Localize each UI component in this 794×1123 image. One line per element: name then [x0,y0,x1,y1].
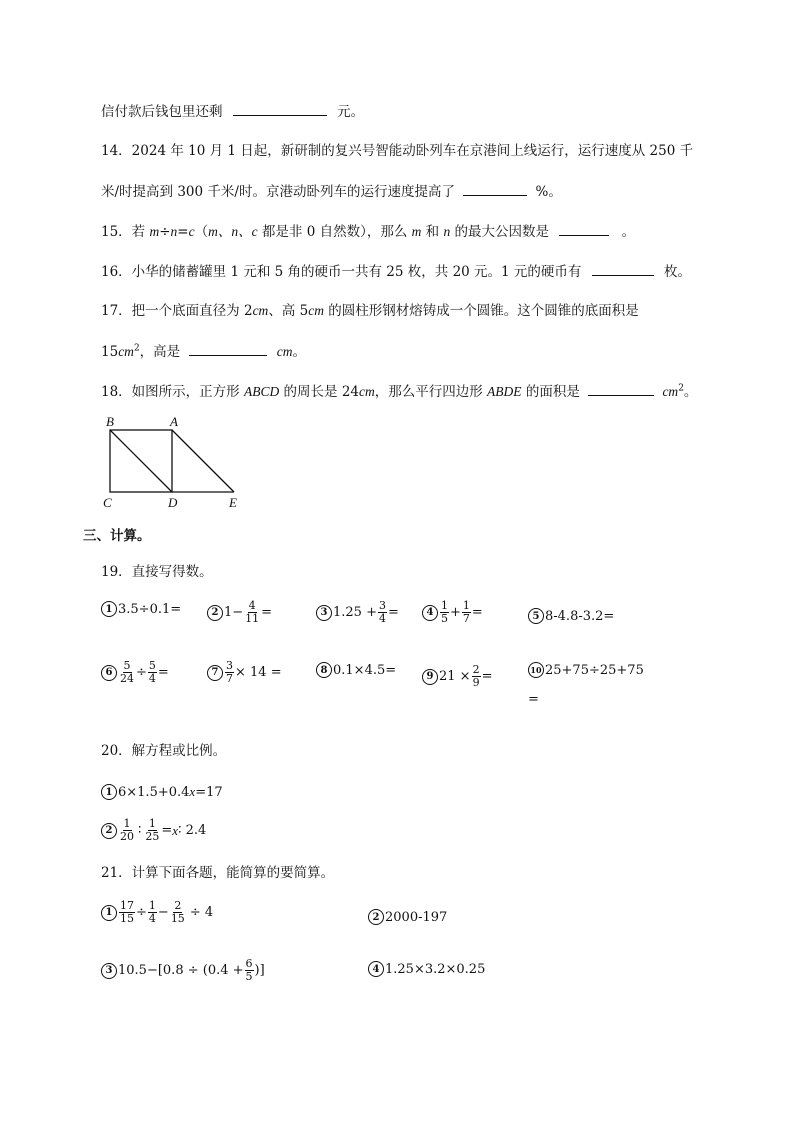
q19-frac-6b [148,660,157,685]
numerator: 6 [245,957,253,970]
q21-frac-b [148,900,157,925]
q21-num-3: 3 [101,963,117,979]
q20-eq2-x: x [172,822,179,838]
q20-eq2-mid: = [161,823,173,838]
q20-eq-2 [101,818,206,843]
q19-expr-2a: 1− [224,605,244,620]
q13-text: 信付款后钱包里还剩 [101,104,223,120]
q21-num-2: 2 [368,909,384,925]
q19-item-8 [316,662,396,678]
q18-abde: ABDE [487,384,522,399]
diagonal-bd [110,430,172,492]
q21-frac-a [119,900,135,925]
numerator: 17 [120,899,134,912]
q19-op-6: ÷ [136,665,147,680]
q19-expr-2b: = [261,605,273,620]
q21-title: 21．计算下面各题，能简算的要简算。 [101,865,335,881]
q19-item-3 [316,600,399,625]
label-a: A [170,414,178,429]
q19-expr-1: 3.5÷0.1= [118,601,182,617]
q19-item-2 [207,600,272,625]
q19-frac-4a [440,600,449,625]
q21-item-2 [368,909,447,925]
q19-num-8: 8 [316,662,332,678]
q20-eq1-x: x [189,784,196,799]
q18-text-b: 的周长是 24 [279,384,359,400]
q13-tail [101,102,364,121]
q15-line [101,222,635,241]
numerator: 2 [174,899,182,912]
q20-eq2-end: ∶ 2.4 [178,823,207,838]
q17-line1 [101,302,639,320]
numerator: 1 [462,599,470,612]
q19-num-7: 7 [207,665,223,681]
q20-title: 20．解方程或比例。 [101,743,227,759]
q17-text-d: ，高是 [139,344,181,360]
q18-sq: 2 [678,383,684,394]
q21-num-4: 4 [368,961,384,977]
label-c: C [103,495,112,510]
denominator: 15 [170,912,185,925]
q17-text-b: 、高 5 [268,303,309,319]
q15-end: 。 [621,224,636,240]
q20-eq1-end: =17 [195,784,223,800]
q15-prefix: 15．若 [101,224,150,240]
q19-frac-7 [225,660,234,685]
q19-expr-3b: = [387,605,399,620]
q18-unit-cm: cm [359,384,375,399]
q15-eq: = [177,224,189,240]
q19-item-9 [422,664,492,689]
q20-frac-b [144,818,160,843]
q19-frac-6a [119,660,135,685]
q15-var-m2: m [411,224,422,239]
denominator: 5 [441,612,448,625]
segment-ae [172,430,234,492]
q17-unit-cm3: cm [118,344,134,359]
q14-line2 [101,182,562,201]
q15-post: 的最大公因数是 [450,224,550,240]
q19-item-7 [207,660,282,685]
q15-and: 和 [421,224,444,240]
q19-frac-4b [462,600,471,625]
q19-item-5 [528,608,614,624]
q19-item-1 [101,601,181,617]
denominator: 4 [378,612,386,625]
q16-answer-blank[interactable] [592,262,654,276]
q19-title: 19．直接写得数。 [101,564,213,580]
numerator: 1 [123,817,131,830]
q19-expr-9b: = [481,669,493,684]
q17-text-c: 的圆柱形钢材熔铸成一个圆锥。这个圆锥的底面积是 [323,303,639,319]
q19-num-6: 6 [101,665,117,681]
q19-num-10: 10 [528,662,544,678]
q20-colon: ∶ [138,823,142,838]
numerator: 1 [441,599,448,612]
q14-line1: 14．2024 年 10 月 1 日起，新研制的复兴号智能动卧列车在京港间上线运行，运行速度从 250 千 [101,143,694,159]
q20-num-1: 1 [101,784,117,800]
denominator: 20 [120,830,134,843]
q20-eq-1 [101,784,223,800]
q15-paren: （ [194,224,209,240]
q19-num-1: 1 [101,601,117,617]
q18-text-d: 的面积是 [521,384,580,400]
denominator: 4 [148,672,156,685]
q21-op1: ÷ [136,905,147,920]
numerator: 5 [148,659,156,672]
q21-item-4 [368,961,485,977]
q15-div: ÷ [159,224,171,240]
q17-answer-blank[interactable] [189,342,267,356]
section-title-calc: 三、计算。 [83,528,151,544]
q19-num-4: 4 [422,605,438,621]
q17-unit-cm2: cm [308,303,324,318]
q21-expr-3b: )] [254,963,265,978]
q17-text-a: 17．把一个底面直径为 2 [101,303,253,319]
label-d: D [168,495,178,510]
q18-line [101,382,697,401]
q19-expr-3a: 1.25 + [333,605,377,620]
q19-num-2: 2 [207,605,223,621]
denominator: 5 [245,970,253,983]
q19-item-10-eq: = [528,692,539,707]
q19-frac-2 [244,600,260,625]
q14-text: 米/时提高到 300 千米/时。京港动卧列车的运行速度提高了 [101,184,455,200]
q13-unit: 元。 [337,104,365,120]
q20-frac-a [119,818,135,843]
q19-frac-3 [378,600,387,625]
numerator: 1 [148,817,156,830]
q15-var-m: m [149,224,160,239]
q19-expr-8: 0.1×4.5= [333,662,397,678]
q17-end: 。 [292,344,307,360]
q21-item-1 [101,900,213,925]
numerator: 3 [378,599,386,612]
q21-frac-c [170,900,186,925]
numerator: 5 [123,659,131,672]
label-e: E [229,495,237,510]
q15-var-n: n [170,224,178,239]
q17-area-value: 15 [101,344,119,360]
q15-vars: m、n、c [208,224,258,239]
q16-line [101,262,691,281]
denominator: 11 [245,612,260,625]
q21-item-3 [101,958,265,983]
q19-num-3: 3 [316,605,332,621]
q15-var-n2: n [443,224,451,239]
q20-num-2: 2 [101,823,117,839]
q16-unit: 枚。 [664,264,692,280]
numerator: 3 [226,659,233,672]
denominator: 25 [145,830,160,843]
q18-unit: cm [662,384,679,399]
q19-expr-6b: = [157,665,169,680]
q18-answer-blank[interactable] [588,382,654,396]
q18-text-a: 18．如图所示，正方形 [101,384,244,400]
q19-expr-7b: × 14 = [235,665,282,680]
q17-unit-cm1: cm [252,303,269,318]
q18-text-c: ，那么平行四边形 [374,384,488,400]
denominator: 24 [120,672,134,685]
q15-mid: 都是非 0 自然数），那么 [257,224,412,240]
q21-end1: ÷ 4 [189,905,214,920]
q15-var-c: c [188,224,195,239]
q19-item-4 [422,600,483,625]
q19-num-5: 5 [528,608,544,624]
q19-expr-10: 25+75÷25+75 [545,662,644,678]
q19-frac-9 [472,664,481,689]
q21-num-1: 1 [101,905,117,921]
numerator: 2 [472,663,480,676]
q19-op-4: + [450,605,461,620]
numerator: 1 [148,899,156,912]
q19-num-9: 9 [422,669,438,685]
q18-end: 。 [683,384,698,400]
q17-line2 [101,342,306,361]
denominator: 15 [120,912,134,925]
q15-answer-blank[interactable] [559,222,609,236]
q19-item-6 [101,660,169,685]
q14-unit: %。 [535,184,562,200]
q19-item-10 [528,662,644,678]
q20-eq1-text: 6×1.5+0.4 [118,784,190,800]
q18-abcd: ABCD [243,384,280,399]
q13-answer-blank[interactable] [233,102,327,116]
q21-expr-4: 1.25×3.2×0.25 [385,961,486,977]
q21-expr-3a: 10.5−[0.8 ÷ (0.4 + [118,963,244,978]
numerator: 4 [248,599,256,612]
q21-expr-2: 2000-197 [385,909,448,925]
label-b: B [106,414,114,429]
q14-answer-blank[interactable] [463,182,527,196]
denominator: 9 [472,676,480,689]
q19-expr-9a: 21 × [439,669,471,684]
q19-expr-5: 8-4.8-3.2= [545,608,615,624]
q16-text: 16．小华的储蓄罐里 1 元和 5 角的硬币一共有 25 枚，共 20 元。1 元的硬币有 [101,264,582,280]
q17-sq: 2 [133,343,140,354]
q21-frac-d [245,958,254,983]
denominator: 4 [148,912,156,925]
q19-expr-4b: = [471,605,483,620]
denominator: 7 [462,612,470,625]
q17-unit-cm4: cm [276,344,293,359]
denominator: 7 [226,672,233,685]
q21-op2: − [157,905,169,920]
